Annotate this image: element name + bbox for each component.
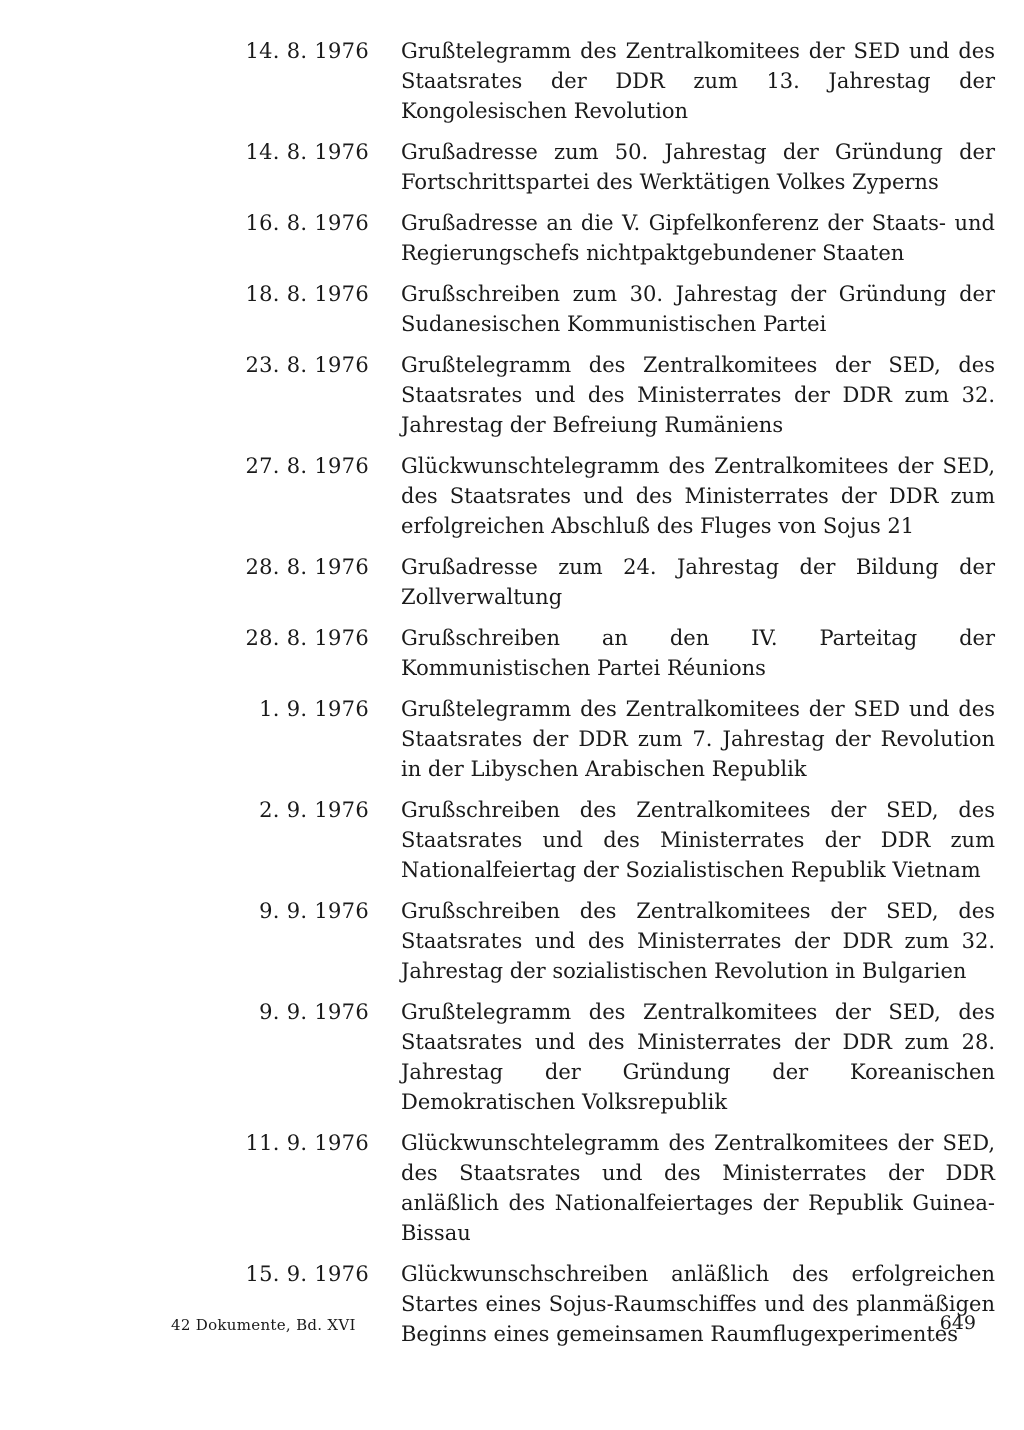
entry-text: Grußadresse an die V. Gipfelkonferenz der Staats- und Regierungschefs nichtpaktgebundener Staaten <box>401 211 995 265</box>
entry <box>0 451 1024 541</box>
entry-date: 9. 9. 1976 <box>259 899 369 923</box>
entry <box>0 623 1024 683</box>
entry-date: 16. 8. 1976 <box>245 211 369 235</box>
entry-text: Glückwunschtelegramm des Zentralkomitees der SED, des Staatsrates und des Ministerrates der DDR zum erfolgreichen Abschluß des Fluges von Sojus 21 <box>401 454 995 538</box>
entry-text: Grußadresse zum 50. Jahrestag der Gründung der Fortschrittspartei des Werktätigen Volkes Zyperns <box>401 140 995 194</box>
entry <box>0 795 1024 885</box>
page-footer <box>171 1310 976 1340</box>
entry-date: 9. 9. 1976 <box>259 1000 369 1024</box>
footer-signature: 42 Dokumente, Bd. XVI <box>171 1316 356 1334</box>
entry-date: 1. 9. 1976 <box>259 697 369 721</box>
entry-text: Grußschreiben des Zentralkomitees der SED, des Staatsrates und des Ministerrates der DDR zum Nationalfeiertag der Sozialistischen Republik Vietnam <box>401 798 995 882</box>
entry-date: 28. 8. 1976 <box>245 626 369 650</box>
entry-date: 18. 8. 1976 <box>245 282 369 306</box>
entry-text: Grußadresse zum 24. Jahrestag der Bildung der Zollverwaltung <box>401 555 995 609</box>
document-entry-list <box>0 36 1024 1360</box>
entry <box>0 896 1024 986</box>
page-number: 649 <box>939 1312 976 1334</box>
entry-text: Grußtelegramm des Zentralkomitees der SED, des Staatsrates und des Ministerrates der DDR zum 28. Jahrestag der Gründung der Koreanischen Demokratischen Volksrepublik <box>401 1000 995 1114</box>
entry-text: Grußtelegramm des Zentralkomitees der SED und des Staatsrates der DDR zum 7. Jahrestag der Revolution in der Libyschen Arabischen Republik <box>401 697 995 781</box>
entry-text: Grußschreiben des Zentralkomitees der SED, des Staatsrates und des Ministerrates der DDR zum 32. Jahrestag der sozialistischen Revolution in Bulgarien <box>401 899 995 983</box>
entry-date: 14. 8. 1976 <box>245 140 369 164</box>
entry-date: 23. 8. 1976 <box>245 353 369 377</box>
entry-text: Glückwunschschreiben anläßlich des erfolgreichen Startes eines Sojus-Raumschiffes und des planmäßigen Beginns eines gemeinsamen Raumflugexperimentes <box>401 1262 995 1346</box>
entry-date: 28. 8. 1976 <box>245 555 369 579</box>
entry <box>0 208 1024 268</box>
entry <box>0 36 1024 126</box>
entry <box>0 1128 1024 1248</box>
entry-date: 2. 9. 1976 <box>259 798 369 822</box>
entry <box>0 694 1024 784</box>
entry-text: Grußtelegramm des Zentralkomitees der SED und des Staatsrates der DDR zum 13. Jahrestag der Kongolesischen Revolution <box>401 39 995 123</box>
entry-text: Grußtelegramm des Zentralkomitees der SED, des Staatsrates und des Ministerrates der DDR zum 32. Jahrestag der Befreiung Rumäniens <box>401 353 995 437</box>
entry-date: 11. 9. 1976 <box>245 1131 369 1155</box>
entry-date: 14. 8. 1976 <box>245 39 369 63</box>
entry-text: Glückwunschtelegramm des Zentralkomitees der SED, des Staatsrates und des Ministerrates der DDR anläßlich des Nationalfeiertages der Republik Guinea-Bissau <box>401 1131 995 1245</box>
entry <box>0 997 1024 1117</box>
entry <box>0 350 1024 440</box>
entry-text: Grußschreiben zum 30. Jahrestag der Gründung der Sudanesischen Kommunistischen Partei <box>401 282 995 336</box>
entry <box>0 137 1024 197</box>
entry-date: 15. 9. 1976 <box>245 1262 369 1286</box>
entry-text: Grußschreiben an den IV. Parteitag der Kommunistischen Partei Réunions <box>401 626 995 680</box>
entry <box>0 279 1024 339</box>
entry <box>0 552 1024 612</box>
entry-date: 27. 8. 1976 <box>245 454 369 478</box>
